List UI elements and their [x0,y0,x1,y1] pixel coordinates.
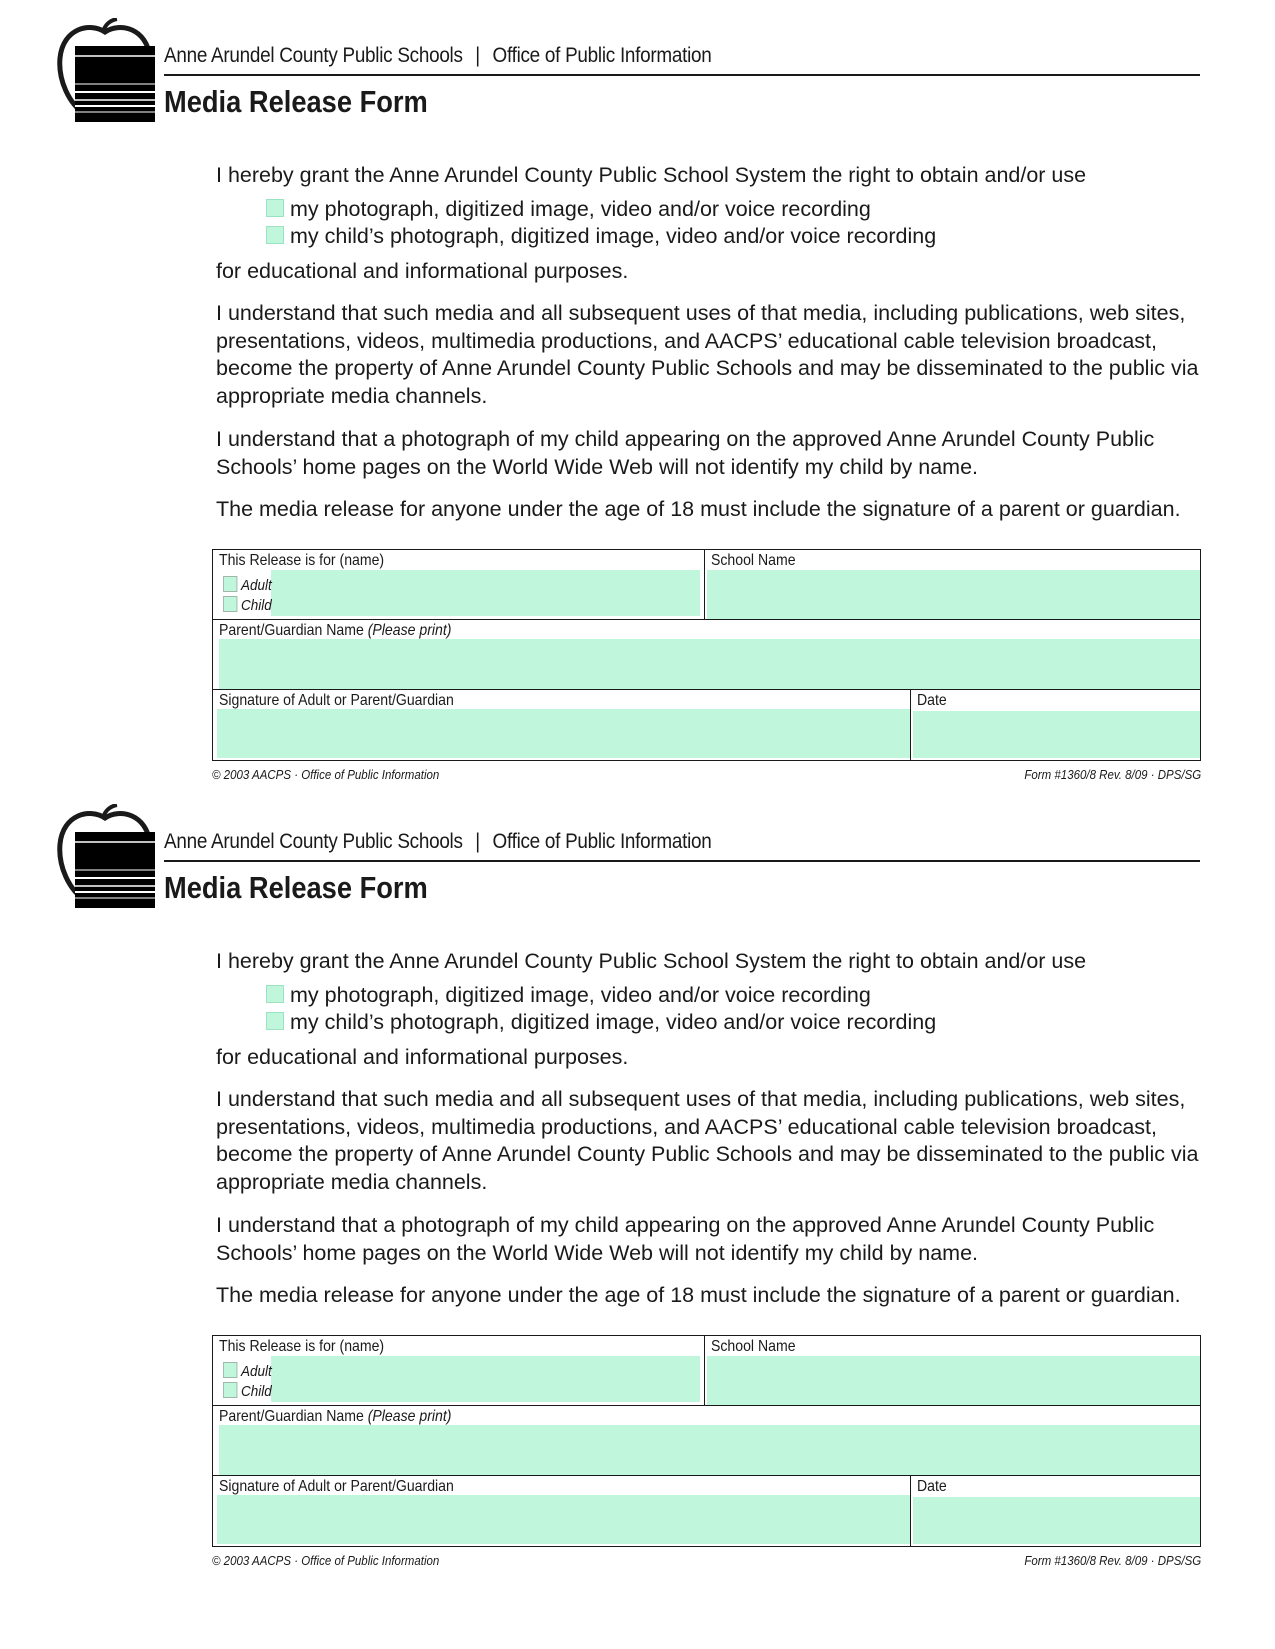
photo-paragraph: I understand that a photograph of my child appearing on the approved Anne Arundel County Public Schools’ home pages on the World Wide Web will not identify my child by name. [216,1213,1155,1265]
form-title: Media Release Form [164,84,428,119]
parent-label-wrap [219,1408,451,1426]
understand-paragraph: I understand that such media and all subsequent uses of that media, including publications, web sites, presentations, videos, multimedia productions, and AACPS’ educational cable television broadcast, become the property of Anne Arundel County Public Schools and may be disseminated to the public via appropriate media channels. [216,1087,1199,1194]
release-for-label: This Release is for (name) [219,552,385,569]
child-label: Child [241,1383,272,1400]
option-child [266,1010,936,1035]
photo-paragraph: I understand that a photograph of my child appearing on the approved Anne Arundel County Public Schools’ home pages on the World Wide Web will not identify my child by name. [216,427,1155,479]
option-self-label: my photograph, digitized image, video and/or voice recording [290,197,871,221]
release-for-cell [213,550,705,620]
footer-copyright: © 2003 AACPS · Office of Public Information [212,1554,440,1568]
option-child [266,224,936,249]
apple-logo-icon [55,18,155,123]
parent-name-field[interactable] [219,1425,1200,1475]
grant-paragraph: I hereby grant the Anne Arundel County Public School System the right to obtain and/or use [216,949,1087,973]
date-cell [911,690,1200,760]
signature-field[interactable] [217,1495,910,1544]
media-release-form-copy-1 [0,0,1275,800]
self-checkbox[interactable] [266,985,284,1003]
parent-name-field[interactable] [219,639,1200,689]
date-label: Date [917,692,947,709]
footer-form-number: Form #1360/8 Rev. 8/09 · DPS/SG [1024,768,1201,782]
apple-logo-icon [55,804,155,909]
option-self-label: my photograph, digitized image, video and/or voice recording [290,983,871,1007]
child-checkbox[interactable] [266,226,284,244]
signature-field[interactable] [217,709,910,758]
header-divider [164,860,1200,862]
school-cell [705,550,1200,620]
self-checkbox[interactable] [266,199,284,217]
signature-cell [213,1476,911,1546]
parent-label: Parent/Guardian Name [219,1408,364,1425]
school-label: School Name [711,1338,796,1355]
child-checkbox[interactable] [266,1012,284,1030]
child-release-checkbox[interactable] [223,596,237,612]
parent-label: Parent/Guardian Name [219,622,364,639]
option-self [266,197,871,222]
org-name: Anne Arundel County Public Schools [164,830,463,853]
signature-cell [213,690,911,760]
child-option [223,1382,272,1400]
adult-checkbox[interactable] [223,576,237,592]
minor-paragraph: The media release for anyone under the age of 18 must include the signature of a parent or guardian. [216,1283,1181,1307]
office-name: Office of Public Information [492,830,712,853]
school-name-field[interactable] [707,570,1200,619]
media-release-form-copy-2 [0,786,1275,1586]
signature-label: Signature of Adult or Parent/Guardian [219,692,454,709]
parent-cell [213,1406,1200,1476]
adult-label: Adult [241,577,272,594]
purpose-paragraph: for educational and informational purposes. [216,1045,629,1069]
date-field[interactable] [913,1497,1200,1544]
adult-checkbox[interactable] [223,1362,237,1378]
minor-paragraph: The media release for anyone under the age of 18 must include the signature of a parent or guardian. [216,497,1181,521]
release-for-name-field[interactable] [271,570,700,616]
child-option [223,596,272,614]
parent-hint: (Please print) [367,1408,452,1425]
footer-form-number: Form #1360/8 Rev. 8/09 · DPS/SG [1024,1554,1201,1568]
school-label: School Name [711,552,796,569]
header-divider [164,74,1200,76]
office-name: Office of Public Information [492,44,712,67]
release-for-name-field[interactable] [271,1356,700,1402]
understand-paragraph: I understand that such media and all subsequent uses of that media, including publications, web sites, presentations, videos, multimedia productions, and AACPS’ educational cable television broadcast, become the property of Anne Arundel County Public Schools and may be disseminated to the public via appropriate media channels. [216,301,1199,408]
parent-label-wrap [219,622,451,640]
option-child-label: my child’s photograph, digitized image, video and/or voice recording [290,1010,937,1034]
child-release-checkbox[interactable] [223,1382,237,1398]
form-title: Media Release Form [164,870,428,905]
date-label: Date [917,1478,947,1495]
org-name: Anne Arundel County Public Schools [164,44,463,67]
option-self [266,983,871,1008]
parent-hint: (Please print) [367,622,452,639]
footer-copyright: © 2003 AACPS · Office of Public Information [212,768,440,782]
release-fields-table [212,1335,1201,1547]
option-child-label: my child’s photograph, digitized image, video and/or voice recording [290,224,937,248]
release-for-cell [213,1336,705,1406]
date-field[interactable] [913,711,1200,758]
school-name-field[interactable] [707,1356,1200,1405]
adult-option [223,1362,272,1380]
release-for-label: This Release is for (name) [219,1338,385,1355]
grant-paragraph: I hereby grant the Anne Arundel County Public School System the right to obtain and/or use [216,163,1087,187]
school-cell [705,1336,1200,1406]
child-label: Child [241,597,272,614]
adult-label: Adult [241,1363,272,1380]
parent-cell [213,620,1200,690]
date-cell [911,1476,1200,1546]
header-org-line: Anne Arundel County Public Schools | Office of Public Information [164,830,712,853]
release-fields-table [212,549,1201,761]
header-org-line: Anne Arundel County Public Schools | Office of Public Information [164,44,712,67]
adult-option [223,576,272,594]
signature-label: Signature of Adult or Parent/Guardian [219,1478,454,1495]
purpose-paragraph: for educational and informational purposes. [216,259,629,283]
